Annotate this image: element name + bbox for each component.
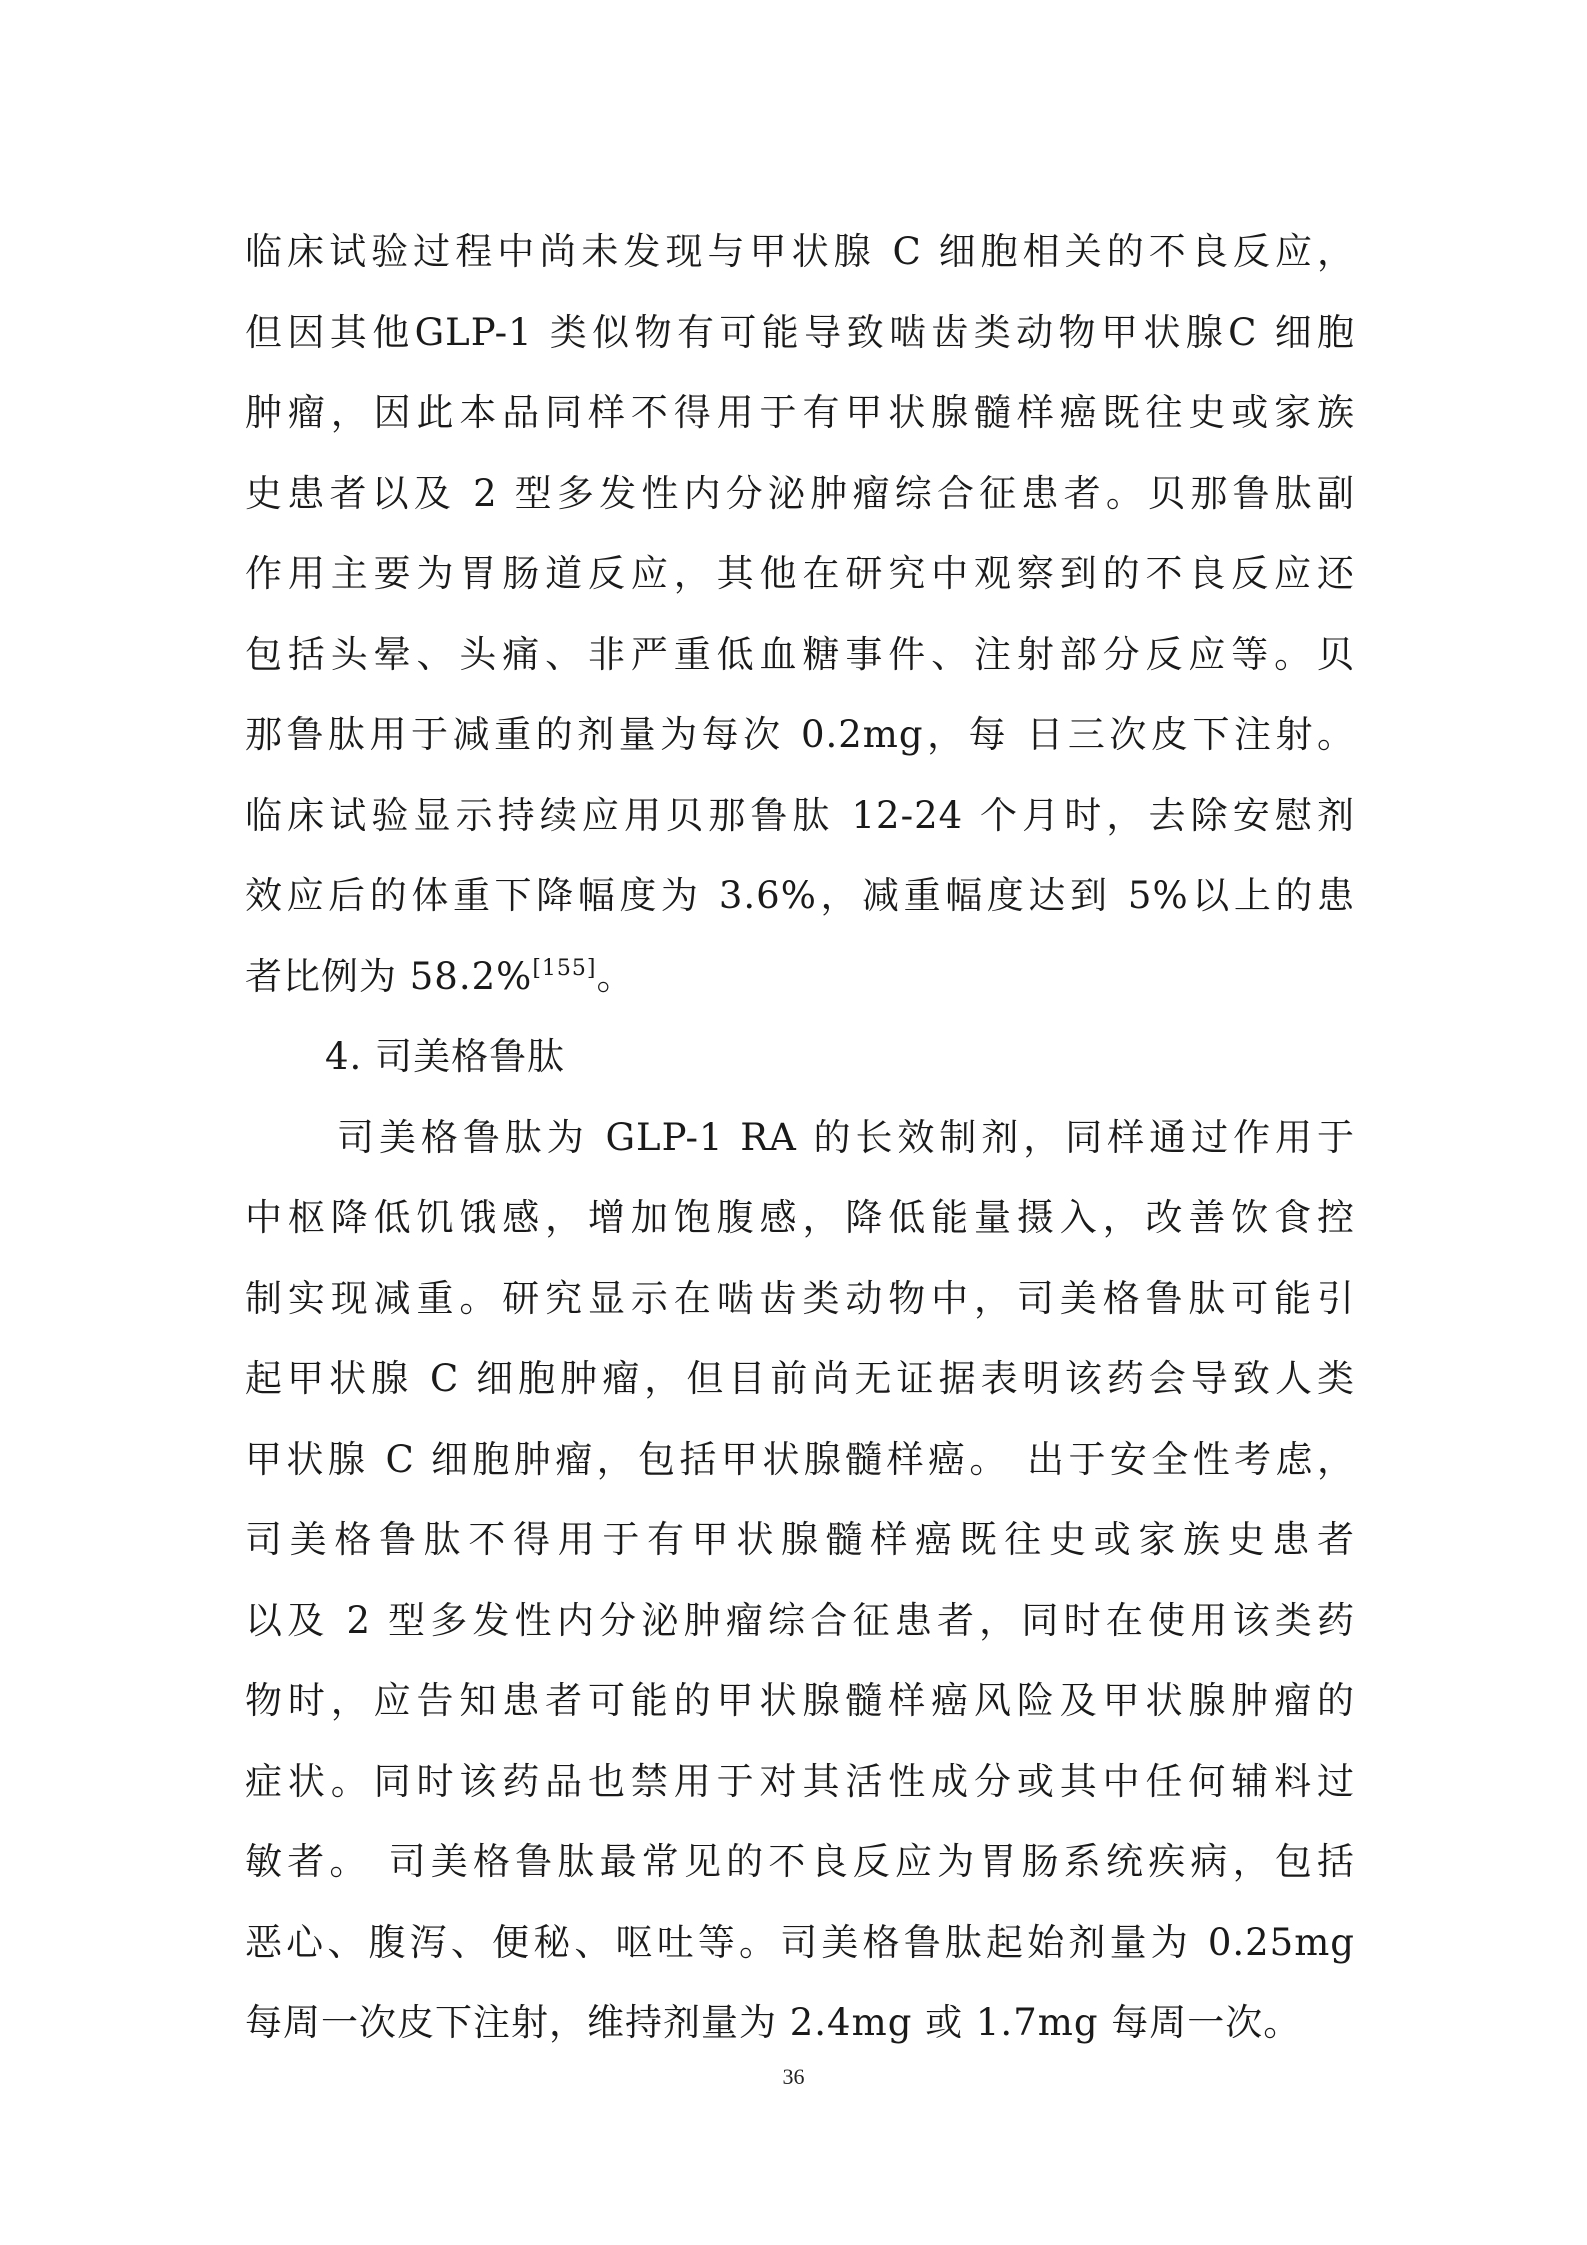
paragraph-line: 临床试验显示持续应用贝那鲁肽 12-24 个月时，去除安慰剂 — [245, 793, 1355, 837]
paragraph-line: 司美格鲁肽不得用于有甲状腺髓样癌既往史或家族史患者 — [245, 1518, 1355, 1561]
paragraph-line: 敏者。 司美格鲁肽最常见的不良反应为胃肠系统疾病，包括 — [245, 1840, 1355, 1883]
paragraph-line: 以及 2 型多发性内分泌肿瘤综合征患者，同时在使用该类药 — [245, 1598, 1355, 1642]
paragraph-line: 起甲状腺 C 细胞肿瘤，但目前尚无证据表明该药会导致人类 — [245, 1357, 1355, 1400]
paragraph-line: 但因其他GLP-1 类似物有可能导致啮齿类动物甲状腺C 细胞 — [245, 310, 1355, 354]
body-text — [245, 212, 1355, 2064]
paragraph-line: 制实现减重。研究显示在啮齿类动物中，司美格鲁肽可能引 — [245, 1276, 1355, 1320]
citation-reference: [155] — [532, 955, 597, 981]
page-number: 36 — [782, 2064, 805, 2089]
paragraph-line: 包括头晕、头痛、非严重低血糖事件、注射部分反应等。贝 — [245, 632, 1355, 676]
paragraph-line: 症状。同时该药品也禁用于对其活性成分或其中任何辅料过 — [245, 1759, 1355, 1803]
paragraph-line: 肿瘤，因此本品同样不得用于有甲状腺髓样癌既往史或家族 — [245, 391, 1355, 434]
last-line-end: 。 — [596, 954, 635, 998]
paragraph-last-line: 每周一次皮下注射，维持剂量为 2.4mg 或 1.7mg 每周一次。 — [245, 2001, 1302, 2044]
paragraph-line: 恶心、腹泻、便秘、呕吐等。司美格鲁肽起始剂量为 0.25mg — [245, 1920, 1355, 1964]
paragraph-line: 甲状腺 C 细胞肿瘤，包括甲状腺髓样癌。 出于安全性考虑， — [245, 1437, 1355, 1481]
paragraph-first-line: 司美格鲁肽为 GLP-1 RA 的长效制剂，同样通过作用于 — [337, 1115, 1355, 1159]
section-heading: 4. 司美格鲁肽 — [325, 1035, 566, 1078]
paragraph-line: 临床试验过程中尚未发现与甲状腺 C 细胞相关的不良反应， — [245, 230, 1355, 273]
paragraph-last-line — [245, 937, 1355, 1018]
paragraph-line: 物时，应告知患者可能的甲状腺髓样癌风险及甲状腺肿瘤的 — [245, 1679, 1355, 1722]
paragraph-line: 史患者以及 2 型多发性内分泌肿瘤综合征患者。贝那鲁肽副 — [245, 471, 1355, 515]
paragraph-line: 那鲁肽用于减重的剂量为每次 0.2mg，每 日三次皮下注射。 — [245, 713, 1355, 756]
last-line-text: 者比例为 58.2% — [245, 954, 533, 998]
paragraph-line: 作用主要为胃肠道反应，其他在研究中观察到的不良反应还 — [245, 552, 1355, 595]
paragraph-line: 中枢降低饥饿感，增加饱腹感，降低能量摄入，改善饮食控 — [245, 1196, 1355, 1239]
paragraph-line: 效应后的体重下降幅度为 3.6%，减重幅度达到 5%以上的患 — [245, 874, 1355, 917]
